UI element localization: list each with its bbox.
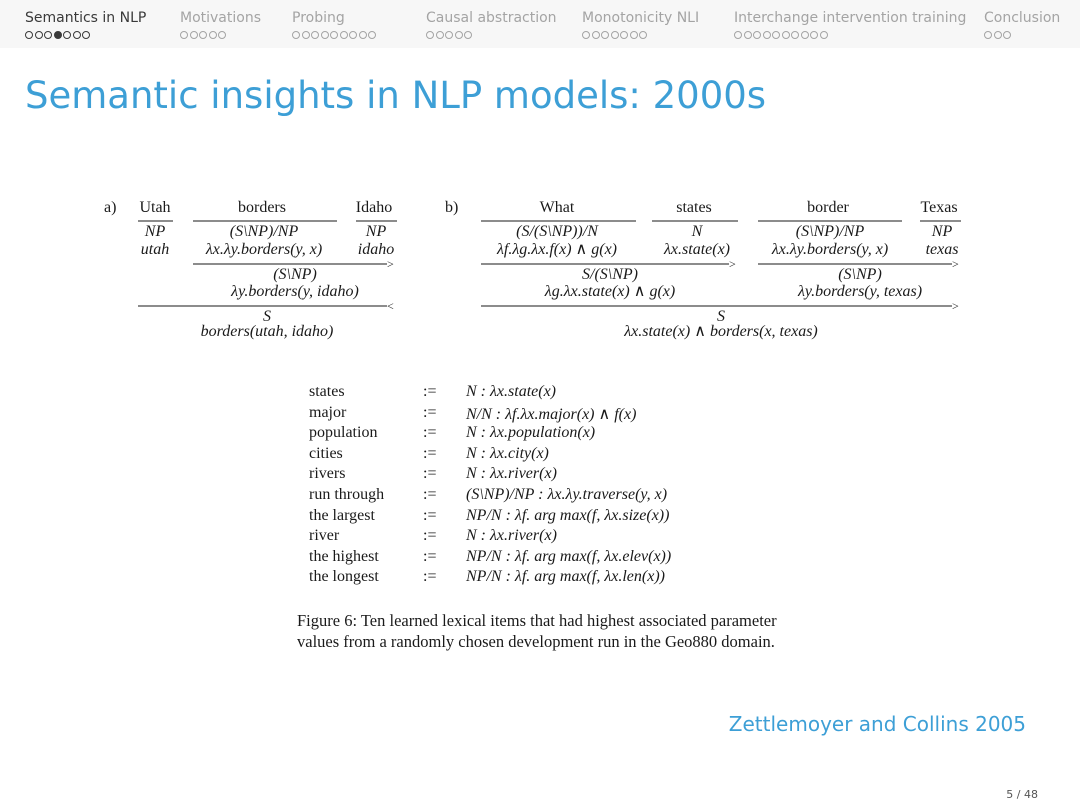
nav-dot[interactable] bbox=[639, 31, 647, 39]
category-n: N bbox=[691, 223, 703, 240]
nav-section-title[interactable]: Probing bbox=[292, 10, 345, 26]
word-utah: Utah bbox=[139, 199, 171, 216]
word-texas: Texas bbox=[920, 199, 958, 216]
lexicon-word: river bbox=[309, 527, 340, 545]
nav-dot[interactable] bbox=[349, 31, 357, 39]
derived-category: S/(S\NP) bbox=[582, 266, 638, 283]
derived-semantics: λy.borders(y, texas) bbox=[797, 283, 923, 300]
derived-semantics: λg.λx.state(x) ∧ g(x) bbox=[544, 283, 676, 300]
derived-category: (S\NP) bbox=[838, 266, 882, 283]
lexicon-word: states bbox=[309, 383, 345, 400]
page-number: 5 / 48 bbox=[1006, 788, 1038, 801]
lexicon-word: the largest bbox=[309, 506, 375, 524]
nav-dot[interactable] bbox=[782, 31, 790, 39]
nav-dot[interactable] bbox=[984, 31, 992, 39]
nav-dot[interactable] bbox=[199, 31, 207, 39]
semantics-texas: texas bbox=[925, 241, 959, 258]
lexicon-definition: NP/N : λf. arg max(f, λx.size(x)) bbox=[466, 506, 670, 524]
lexicon-definition: (S\NP)/NP : λx.λy.traverse(y, x) bbox=[466, 485, 668, 503]
lexicon-definition: N : λx.city(x) bbox=[466, 444, 549, 462]
nav-section-title[interactable]: Monotonicity NLI bbox=[582, 10, 700, 26]
forward-application-operator: > bbox=[729, 257, 736, 271]
slide-title: Semantic insights in NLP models: 2000s bbox=[25, 74, 767, 117]
root-semantics: borders(utah, idaho) bbox=[200, 323, 334, 340]
lexicon-word: cities bbox=[309, 444, 343, 462]
nav-dot[interactable] bbox=[44, 31, 52, 39]
category-transitive-verb: (S\NP)/NP bbox=[795, 223, 865, 240]
lexicon-word: the longest bbox=[309, 568, 379, 586]
nav-section-title[interactable]: Interchange intervention training bbox=[734, 10, 967, 26]
lexicon-assign-operator: := bbox=[423, 444, 437, 462]
nav-dot[interactable] bbox=[1003, 31, 1011, 39]
word-border: border bbox=[807, 199, 849, 216]
nav-dots bbox=[25, 31, 146, 39]
nav-dot[interactable] bbox=[763, 31, 771, 39]
nav-section-monotonicity-nli[interactable] bbox=[582, 9, 699, 39]
nav-dot[interactable] bbox=[321, 31, 329, 39]
nav-dot[interactable] bbox=[63, 31, 71, 39]
word-what: What bbox=[539, 199, 575, 216]
lexicon-definition: N/N : λf.λx.major(x) ∧ f(x) bbox=[466, 405, 637, 423]
root-semantics: λx.state(x) ∧ borders(x, texas) bbox=[624, 323, 818, 340]
ccg-derivations-figure bbox=[0, 180, 1080, 350]
nav-section-title[interactable]: Causal abstraction bbox=[426, 10, 557, 26]
nav-dot[interactable] bbox=[445, 31, 453, 39]
nav-dot[interactable] bbox=[292, 31, 300, 39]
nav-section-motivations[interactable] bbox=[180, 9, 261, 39]
nav-dot[interactable] bbox=[302, 31, 310, 39]
nav-section-interchange-intervention-training[interactable] bbox=[734, 9, 966, 39]
semantics-border: λx.λy.borders(y, x) bbox=[771, 241, 889, 258]
nav-section-title[interactable]: Motivations bbox=[180, 10, 261, 26]
category-np: NP bbox=[931, 223, 953, 240]
nav-dot[interactable] bbox=[620, 31, 628, 39]
lexicon-definition: NP/N : λf. arg max(f, λx.len(x)) bbox=[466, 568, 665, 586]
nav-dot[interactable] bbox=[73, 31, 81, 39]
derivation-a-label: a) bbox=[104, 199, 117, 216]
nav-dot[interactable] bbox=[35, 31, 43, 39]
lexicon-word: the highest bbox=[309, 547, 379, 565]
category-transitive-verb: (S\NP)/NP bbox=[229, 223, 299, 240]
nav-dot[interactable] bbox=[190, 31, 198, 39]
citation: Zettlemoyer and Collins 2005 bbox=[728, 712, 1026, 736]
nav-dot[interactable] bbox=[82, 31, 90, 39]
nav-dot[interactable] bbox=[772, 31, 780, 39]
lexicon-word: run through bbox=[309, 485, 385, 503]
lexicon-assign-operator: := bbox=[423, 424, 437, 442]
nav-dot[interactable] bbox=[734, 31, 742, 39]
backward-application-operator: < bbox=[387, 299, 394, 313]
lexicon-assign-operator: := bbox=[423, 547, 437, 565]
nav-dot[interactable] bbox=[209, 31, 217, 39]
semantics-borders: λx.λy.borders(y, x) bbox=[205, 241, 323, 258]
derivation-a bbox=[104, 199, 397, 340]
word-states: states bbox=[676, 199, 712, 216]
nav-section-probing[interactable] bbox=[292, 9, 376, 39]
nav-dots bbox=[180, 31, 261, 39]
nav-dot[interactable] bbox=[592, 31, 600, 39]
nav-dot[interactable] bbox=[801, 31, 809, 39]
lexicon-assign-operator: := bbox=[423, 506, 437, 524]
nav-dot[interactable] bbox=[368, 31, 376, 39]
nav-dot[interactable] bbox=[753, 31, 761, 39]
lexicon-definition: N : λx.population(x) bbox=[466, 424, 596, 442]
nav-dot[interactable] bbox=[340, 31, 348, 39]
lexicon-definition: N : λx.river(x) bbox=[466, 465, 557, 483]
category-np: NP bbox=[365, 223, 387, 240]
nav-dots bbox=[426, 31, 557, 39]
nav-dot[interactable] bbox=[994, 31, 1002, 39]
lexicon-word: population bbox=[309, 424, 378, 442]
nav-dots bbox=[582, 31, 699, 39]
root-category: S bbox=[717, 308, 725, 325]
nav-dots bbox=[734, 31, 966, 39]
nav-dot[interactable] bbox=[630, 31, 638, 39]
nav-section-causal-abstraction[interactable] bbox=[426, 9, 557, 39]
nav-dot[interactable] bbox=[359, 31, 367, 39]
derivation-b bbox=[445, 199, 961, 340]
lexicon-word: major bbox=[309, 403, 347, 421]
forward-application-operator: > bbox=[952, 299, 959, 313]
semantics-idaho: idaho bbox=[357, 241, 395, 258]
nav-dots bbox=[292, 31, 376, 39]
lexicon-assign-operator: := bbox=[423, 403, 437, 421]
word-borders: borders bbox=[238, 199, 286, 216]
nav-dot[interactable] bbox=[791, 31, 799, 39]
semantics-what: λf.λg.λx.f(x) ∧ g(x) bbox=[496, 241, 618, 258]
nav-dot[interactable] bbox=[330, 31, 338, 39]
derivation-b-label: b) bbox=[445, 199, 459, 216]
lexicon-assign-operator: := bbox=[423, 527, 437, 545]
semantics-states: λx.state(x) bbox=[663, 241, 731, 258]
root-category: S bbox=[263, 308, 271, 325]
nav-dot[interactable] bbox=[180, 31, 188, 39]
nav-dots bbox=[984, 31, 1060, 39]
derived-category: (S\NP) bbox=[273, 266, 317, 283]
nav-dot[interactable] bbox=[810, 31, 818, 39]
nav-dot[interactable] bbox=[311, 31, 319, 39]
figure-caption: Figure 6: Ten learned lexical items that had highest associated parameter values from a randomly chosen development run in the Geo880 domain. bbox=[297, 611, 777, 651]
lexicon-word: rivers bbox=[309, 465, 346, 483]
nav-dot[interactable] bbox=[455, 31, 463, 39]
section-navigation-bar bbox=[0, 0, 1080, 48]
nav-dot[interactable] bbox=[436, 31, 444, 39]
lexicon-definition: N : λx.state(x) bbox=[466, 383, 557, 400]
nav-section-conclusion[interactable] bbox=[984, 9, 1060, 39]
nav-dot[interactable] bbox=[820, 31, 828, 39]
nav-dot-current[interactable] bbox=[54, 31, 62, 39]
semantics-utah: utah bbox=[140, 241, 170, 258]
lexicon-assign-operator: := bbox=[423, 383, 437, 400]
derived-semantics: λy.borders(y, idaho) bbox=[231, 283, 359, 300]
nav-dot[interactable] bbox=[611, 31, 619, 39]
category-np: NP bbox=[144, 223, 166, 240]
lexicon-assign-operator: := bbox=[423, 465, 437, 483]
nav-section-title[interactable]: Conclusion bbox=[984, 10, 1061, 26]
forward-application-operator: > bbox=[387, 257, 394, 271]
lexicon-assign-operator: := bbox=[423, 568, 437, 586]
lexicon-assign-operator: := bbox=[423, 485, 437, 503]
word-idaho: Idaho bbox=[355, 199, 393, 216]
nav-dot[interactable] bbox=[582, 31, 590, 39]
nav-dot[interactable] bbox=[25, 31, 33, 39]
nav-dot[interactable] bbox=[464, 31, 472, 39]
lexicon-definition: N : λx.river(x) bbox=[466, 527, 557, 545]
nav-dot[interactable] bbox=[601, 31, 609, 39]
nav-section-semantics-in-nlp[interactable] bbox=[25, 9, 146, 39]
nav-dot[interactable] bbox=[218, 31, 226, 39]
forward-application-operator: > bbox=[952, 257, 959, 271]
nav-section-title[interactable]: Semantics in NLP bbox=[25, 10, 147, 26]
nav-dot[interactable] bbox=[744, 31, 752, 39]
nav-dot[interactable] bbox=[426, 31, 434, 39]
category-wh-determiner: (S/(S\NP))/N bbox=[516, 223, 598, 240]
lexicon-definition: NP/N : λf. arg max(f, λx.elev(x)) bbox=[466, 547, 672, 565]
